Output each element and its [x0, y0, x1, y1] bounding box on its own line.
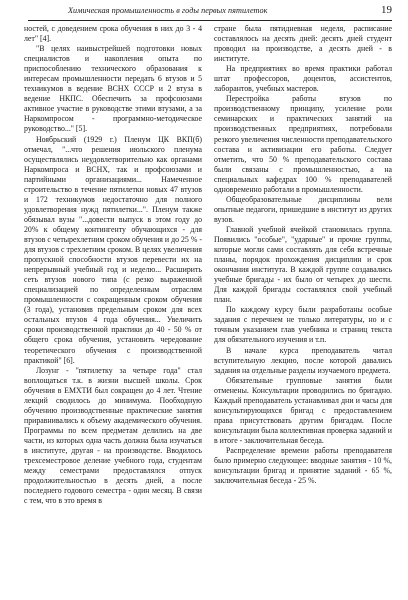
paragraph: На предприятиях во время практики работал штат профессоров, доцентов, ассистентов, лаборантов, учебных мастеров. [214, 64, 392, 94]
paragraph: стране была пятидневная неделя, расписание составлялось на десять дней: десять дней студент проводил на производстве, а десять дней - в институте. [214, 24, 392, 64]
running-header-title: Химическая промышленность в годы первых пятилеток [68, 6, 268, 15]
paragraph: Главной учебной ячейкой становилась группа. Появились "особые", "ударные" и прочие группы, которые могли сами составлять для себя встречные планы, порядок прохождения дисциплин и срок окончания института. В каждой группе создавались учебные бригады - их было от четырех до шести. Для каждой бригады составлялся свой учебный план. [214, 224, 392, 305]
right-text-column [214, 24, 392, 486]
paragraph: "В целях наивыстрейшей подготовки новых специалистов и накопления опыта по приспособлению технического образования к интересам промышленности передать 6 втузов и 5 техникумов в ведение ВСНХ СССР и 2 втуза в ведение НКПС. Обеспечить за профсоюзами активное участие в руководстве этими втузами, а за Наркомпросом - программно-методическое руководство..." [5]. [24, 44, 202, 134]
running-header [28, 6, 392, 21]
paragraph: Ноябрьский (1929 г.) Пленум ЦК ВКП(б) отмечал, "...что решения июльского пленума осуществлялись неудовлетворительно как органами Наркомпроса и ВСНХ, так и профсоюзами и партийными организациями... Намеченное строительство в течение пятилетки новых 47 втузов и 172 техникумов недостаточно для полного удовлетворения нужд пятилетки...". Пленум также обязывал вузы "...довести выпуск в этом году до 20% к общему контингенту обучающихся - для втузов с четырехлетним сроком обучения и до 25 % - для втузов с трехлетним сроком. В целях увеличения пропускной способности втузов перевести их на непрерывный учебный год и неделю... Расширить сеть втузов нового типа (с резко выраженной специализацией по определенным отраслям промышленности с сокращенным сроком обучения (3 года), установив предельным сроком для всех остальных втузов 4 года обучения... Увеличить сроки производственной практики до 40 - 50 % от общего срока обучения, установить чередование теоретического обучения с производственной практикой" [6]. [24, 134, 202, 365]
paragraph: Лозунг - "пятилетку за четыре года" стал воплощаться т.к. в жизни высшей школы. Срок обучения в ЕМХТИ был сокращен до 4 лет. Чтение лекций сводилось до минимума. Пообходную обучению производственные практические занятия приравнивались к объему академического обучения. Программы по всем предметам делились на две части, из которых одна часть должна была изучаться в институте, другая - на производстве. Вводилось трехсеместровое деление учебного года, студентам между семестрами предоставлялся отпуск продолжительностью в десять дней, а после последнего годового семестра - один месяц. В связи с тем, что в это время в [24, 365, 202, 506]
page-number: 19 [381, 4, 392, 16]
paragraph: Обязательные групповые занятия были отменены. Консультации проводились по бригадно. Каждый преподаватель устанавливал дни и часы для консультирующихся бригад с предоставлением права присутствовать другим бригадам. После консультации была коллективная проверка заданий и в итоге - заключительная беседа. [214, 375, 392, 445]
paragraph: В начале курса преподаватель читал вступительную лекцию, после которой давались задания на отдельные разделы изучаемого предмета. [214, 345, 392, 375]
left-text-column [24, 24, 202, 506]
paragraph: Общеобразовательные дисциплины вели опытные педагоги, пришедшие в институт из других вузов. [214, 194, 392, 224]
paragraph: ностей, с доведением срока обучения в них до 3 - 4 лет" [4]. [24, 24, 202, 44]
paragraph: Перестройка работы втузов по производственному принципу, усиление роли семинарских и практических занятий на производственных предприятиях, потребовали резкого увеличения численности преподавательского состава и активизации его работы. Следует отметить, что 50 % преподавательского состава были связаны с промышленностью, а на специальных кафедрах 100 % преподавателей одновременно работали в промышленности. [214, 94, 393, 194]
paragraph: По каждому курсу были разработаны особые задания с перечнем не только литературы, но и с точным указанием глав учебника и страниц текста для обязательного изучения и т.п. [214, 305, 392, 345]
paragraph: Распределение времени работы преподавателя было примерно следующее: вводные занятия - 10 %, консультации бригад и принятие заданий - 65 %, заключительная беседа - 25 %. [214, 445, 392, 486]
